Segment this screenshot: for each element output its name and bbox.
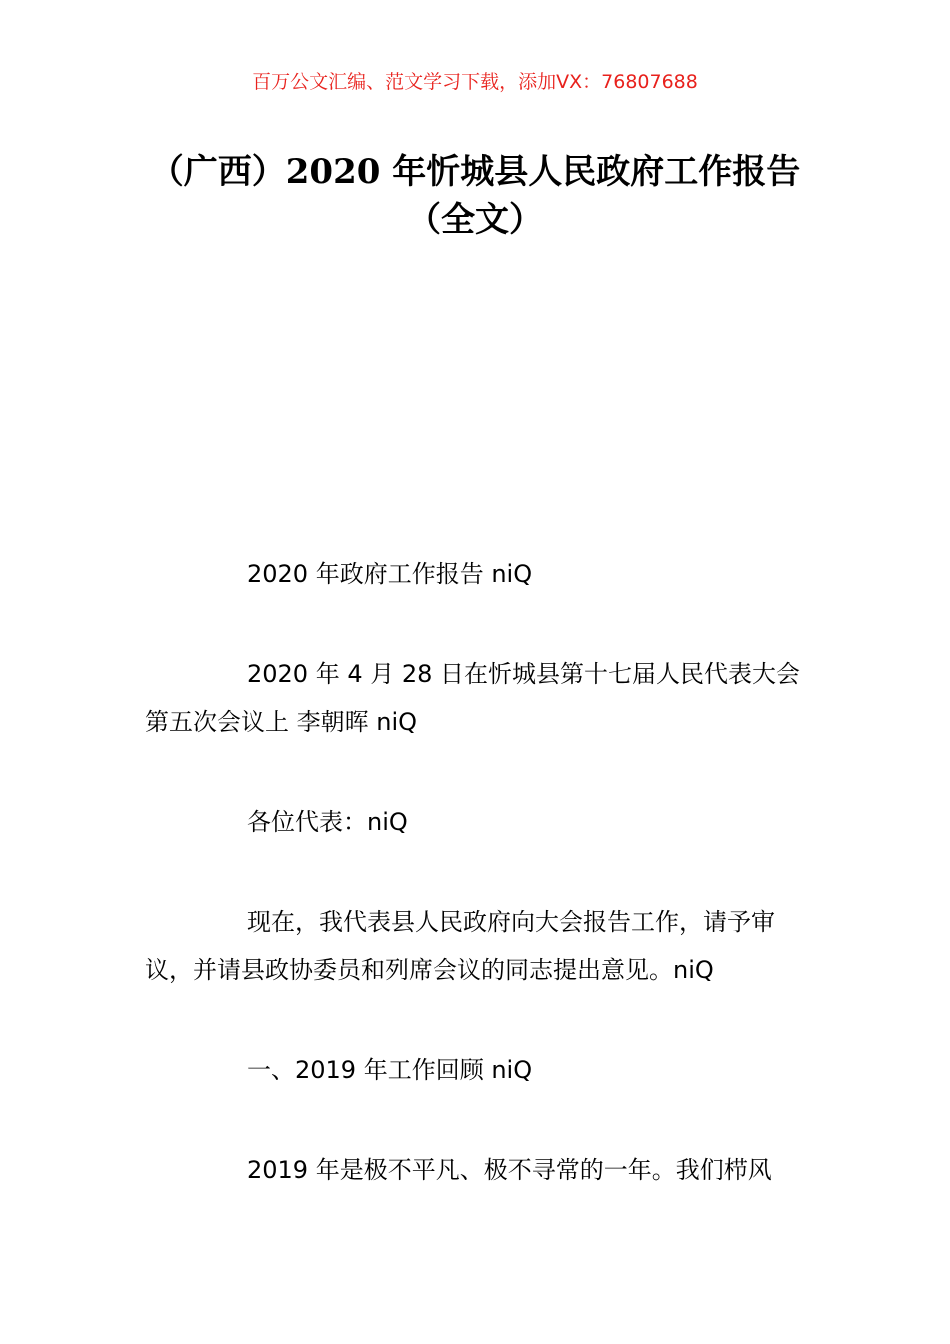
header-watermark-note: 百万公文汇编、范文学习下载，添加VX：76807688 (252, 71, 698, 93)
paragraph-date-venue (145, 650, 810, 746)
paragraph-intro (145, 898, 810, 994)
paragraph-review-start (145, 1146, 810, 1194)
paragraph-text: 现在，我代表县人民政府向大会报告工作，请予审议，并请县政协委员和列席会议的同志提出意见。niQ (145, 908, 775, 984)
title-line-2: （全文） (407, 200, 543, 240)
title-line-1: （广西）2020 年忻城县人民政府工作报告 (149, 152, 801, 192)
paragraph-report-name (145, 550, 810, 598)
document-title (120, 148, 830, 244)
paragraph-text: 2019 年是极不平凡、极不寻常的一年。我们栉风 (247, 1156, 772, 1184)
paragraph-text: 2020 年 4 月 28 日在忻城县第十七届人民代表大会第五次会议上 李朝晖 niQ (145, 660, 801, 736)
paragraph-text: 一、2019 年工作回顾 niQ (247, 1056, 533, 1084)
paragraph-salutation (145, 798, 810, 846)
section-heading-review (145, 1046, 810, 1094)
paragraph-text: 各位代表：niQ (247, 808, 408, 836)
paragraph-text: 2020 年政府工作报告 niQ (247, 560, 533, 588)
